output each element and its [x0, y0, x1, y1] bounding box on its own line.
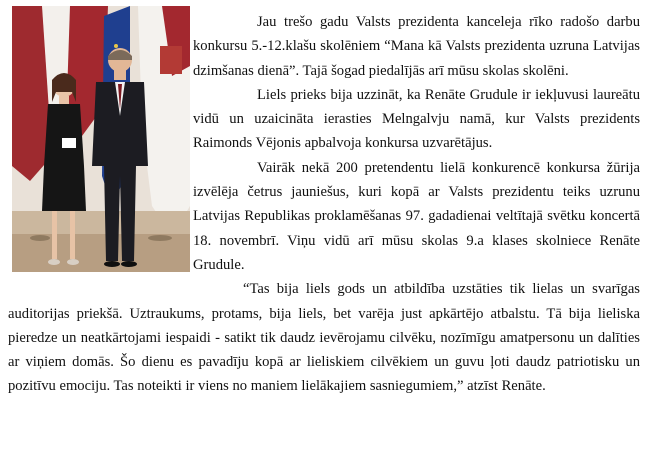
paragraph-3: Vairāk nekā 200 pretendentu lielā konkurencē konkursa žūrija izvēlēja četrus jauniešus, kuri kopā ar Valsts prezidentu teiks uzrunu Latvijas Republikas proklamēšanas 97. gadadienai veltītajā svētku koncertā 18. novembrī. Viņu vidū arī mūsu skolas 9.a klases skolniece Renāte Grudule. — [193, 159, 640, 273]
paragraph-2: Liels prieks bija uzzināt, ka Renāte Grudule ir iekļuvusi laureātu vidū un uzaicināta ierasties Melngalvju namā, kur Valsts prezidents Raimonds Vējonis apbalvoja konkursa uzvarētājus. — [193, 86, 640, 152]
paragraph-1: Jau trešo gadu Valsts prezidenta kanceleja rīko radošo darbu konkursu 5.-12.klašu skolēniem “Mana kā Valsts prezidenta uzruna Latvijas dzimšanas dienā”. Tajā šogad piedalījās arī mūsu skolas skolēni. — [193, 14, 640, 79]
photo-spacer — [8, 10, 193, 297]
article-body — [8, 10, 640, 399]
paragraph-4: “Tas bija liels gods un atbildība uzstāties tik lielas un svarīgas auditorijas priekšā. Uztraukums, protams, bija liels, bet varēja just apkārtējo atbalstu. Tā bija lieliska pieredze un neatkārtojami iespaidi - satikt tik daudz ievērojamu cilvēku, nozīmīgu amatpersonu un dalīties ar viņiem domās. Šo dienu es pavadīju kopā ar lieliskiem cilvēkiem un guvu ļoti daudz patriotisku un pozitīvu emociju. Tas noteikti ir viens no maniem lielākajiem sasniegumiem,” atzīst Renāte. — [8, 281, 640, 395]
